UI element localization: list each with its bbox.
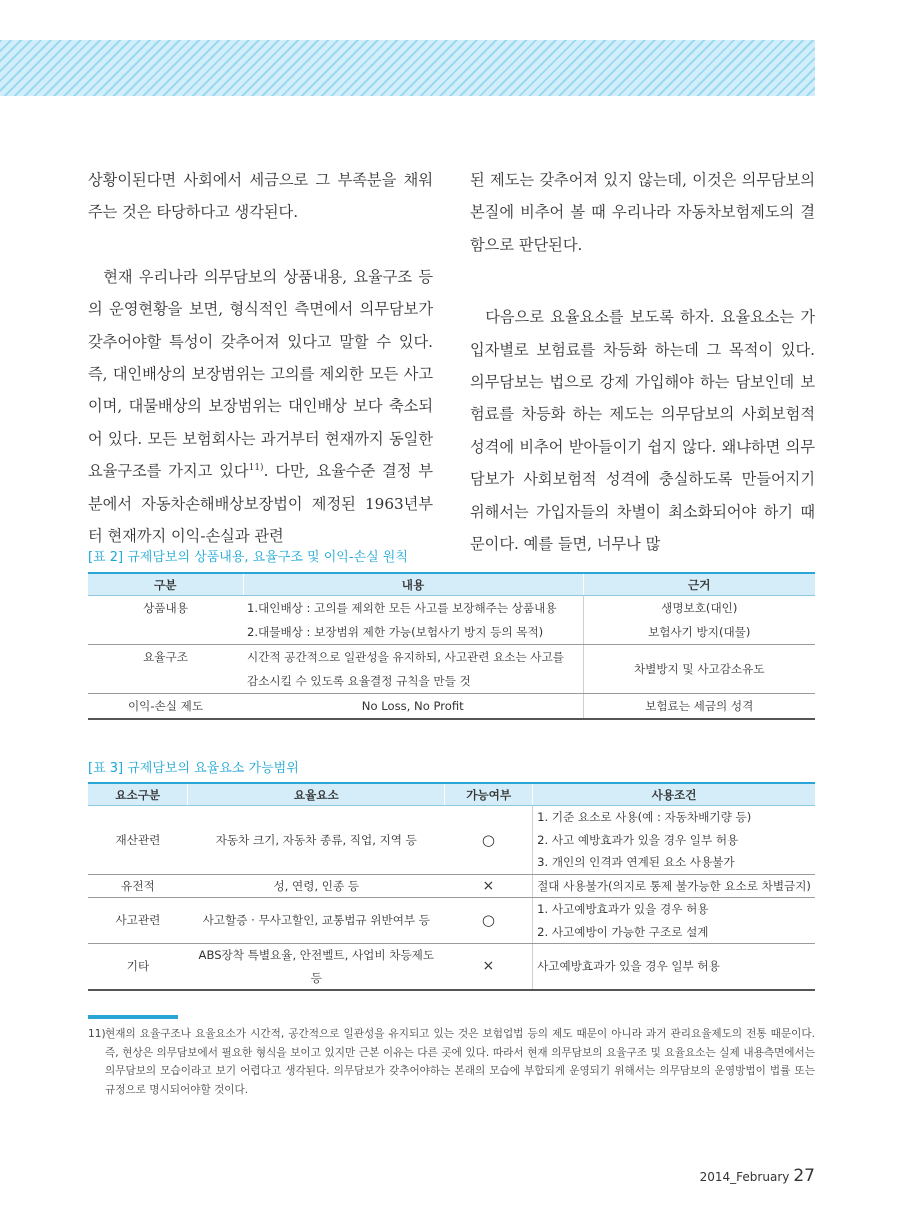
header-stripe-banner — [0, 40, 815, 96]
paragraph: 된 제도는 갖추어져 있지 않는데, 이것은 의무담보의 본질에 비추어 볼 때 우리나라 자동차보험제도의 결함으로 판단된다. — [470, 171, 815, 254]
table2-caption: [표 2] 규제담보의 상품내용, 요율구조 및 이익-손실 원칙 — [88, 550, 408, 565]
row-label: 기타 — [88, 944, 188, 991]
paragraph-text: 현재 우리나라 의무담보의 상품내용, 요율구조 등의 운영현황을 보면, 형식적인 측면에서 의무담보가 갖추어야할 특성이 갖추어져 있다고 말할 수 있다. 즉, 대인배상의 보장범위는 고의를 제외한 모든 사고이며, 대물배상의 보장범위는 대인배상 보다 축소되어 있다. 모든 보험회사는 과거부터 현재까지 동일한 요율구조를 가지고 있다 — [88, 267, 433, 481]
table-row — [88, 806, 815, 829]
table-cell: 2. 사고예방이 가능한 구조로 설계 — [533, 921, 815, 944]
table-cell: 2. 사고 예방효과가 있을 경우 일부 허용 — [533, 829, 815, 852]
table-cell: 생명보호(대인) — [583, 596, 815, 621]
footnote — [88, 1025, 815, 1099]
left-text-column — [88, 164, 433, 552]
table-cell: 절대 사용불가(의지로 통제 불가능한 요소로 차별금지) — [533, 874, 815, 898]
footnote-text: 현재의 요율구조나 요율요소가 시간적, 공간적으로 일관성을 유지되고 있는 것은 보험업법 등의 제도 때문이 아니라 과거 관리요율제도의 전통 때문이다. 즉, 현상은 의무담보에서 필요한 형식을 보이고 있지만 근본 이유는 다른 곳에 있다. 따라서 현재 의무담보의 요율구조 및 요율요소는 실제 내용측면에서는 의무담보의 모습이라고 보기 어렵다고 생각된다. 의무담보가 갖추어야하는 본래의 모습에 부합되게 운영되기 위해서는 의무담보의 운영방법이 법률 또는 규정으로 명시되어야할 것이다. — [105, 1028, 815, 1096]
table-cell: 3. 개인의 인격과 연계된 요소 사용불가 — [533, 851, 815, 874]
table-row — [88, 944, 815, 991]
table-cell: No Loss, No Profit — [243, 694, 583, 720]
row-label: 재산관련 — [88, 806, 188, 875]
paragraph: 상황이된다면 사회에서 세금으로 그 부족분을 채워주는 것은 타당하다고 생각된다. — [88, 171, 433, 222]
right-text-column — [470, 164, 815, 560]
table-row — [88, 898, 815, 921]
row-label: 사고관련 — [88, 898, 188, 944]
table3 — [88, 782, 815, 991]
table-cell: ABS장착 특별요율, 안전벨트, 사업비 차등제도 등 — [188, 944, 445, 991]
table-row — [88, 874, 815, 898]
table-cell: 보험료는 세금의 성격 — [583, 694, 815, 720]
availability-mark: ○ — [445, 806, 533, 875]
table-cell: 1. 기준 요소로 사용(예 : 자동차배기량 등) — [533, 806, 815, 829]
table-row — [88, 645, 815, 670]
page-folio — [700, 1166, 815, 1186]
row-label: 상품내용 — [88, 596, 243, 645]
table-row — [88, 694, 815, 720]
table-row — [88, 596, 815, 621]
availability-mark: × — [445, 874, 533, 898]
paragraph — [88, 261, 433, 553]
table-cell: 차별방지 및 사고감소유도 — [583, 645, 815, 694]
row-label: 유전적 — [88, 874, 188, 898]
row-label: 이익-손실 제도 — [88, 694, 243, 720]
table3-caption: [표 3] 규제담보의 요율요소 가능범위 — [88, 761, 299, 776]
table-cell: 보험사기 방지(대물) — [583, 620, 815, 645]
table-cell: 사고예방효과가 있을 경우 일부 허용 — [533, 944, 815, 991]
row-label: 요율구조 — [88, 645, 243, 694]
table-cell: 사고할증 · 무사고할인, 교통법규 위반여부 등 — [188, 898, 445, 944]
footnote-number: 11) — [88, 1028, 106, 1040]
table-header: 요소구분 — [88, 783, 188, 806]
table-cell: 자동차 크기, 자동차 종류, 직업, 지역 등 — [188, 806, 445, 875]
availability-mark: ○ — [445, 898, 533, 944]
issue-label: 2014_February — [699, 1170, 790, 1184]
paragraph: 다음으로 요율요소를 보도록 하자. 요율요소는 가입자별로 보험료를 차등화 하는데 그 목적이 있다. 의무담보는 법으로 강제 가입해야 하는 담보인데 보험료를 차등화 하는 제도는 의무담보의 사회보험적 성격에 비추어 받아들이기 쉽지 않다. 왜냐하면 의무담보가 사회보험적 성격에 충실하도록 만들어지기 위해서는 가입자들의 차별이 최소화되어야 하기 때문이다. 예를 들면, 너무나 많 — [470, 308, 815, 554]
table-header: 사용조건 — [533, 783, 815, 806]
table-header: 가능여부 — [445, 783, 533, 806]
table2 — [88, 572, 815, 720]
table-header: 근거 — [583, 573, 815, 596]
table-cell: 2.대물배상 : 보장범위 제한 가능(보험사기 방지 등의 목적) — [243, 620, 583, 645]
table-cell: 시간적 공간적으로 일관성을 유지하되, 사고관련 요소는 사고를 — [247, 650, 564, 664]
footnote-rule — [88, 1015, 178, 1019]
availability-mark: × — [445, 944, 533, 991]
paragraph-text: . 다만, 요율수준 결정 부분에서 자동차손해배상보장법이 제정된 1963년부터 현재까지 이익-손실과 관련 — [88, 462, 433, 546]
table-cell: 성, 연령, 인종 등 — [188, 874, 445, 898]
table-cell: 1. 사고예방효과가 있을 경우 허용 — [533, 898, 815, 921]
table-header: 구분 — [88, 573, 243, 596]
footnote-ref: 11) — [248, 463, 264, 474]
table-cell: 1.대인배상 : 고의를 제외한 모든 사고를 보장해주는 상품내용 — [247, 601, 557, 615]
table-cell: 감소시킬 수 있도록 요율결정 규칙을 만들 것 — [243, 669, 583, 694]
table-header: 요율요소 — [188, 783, 445, 806]
table-header: 내용 — [243, 573, 583, 596]
page-number: 27 — [793, 1166, 815, 1186]
